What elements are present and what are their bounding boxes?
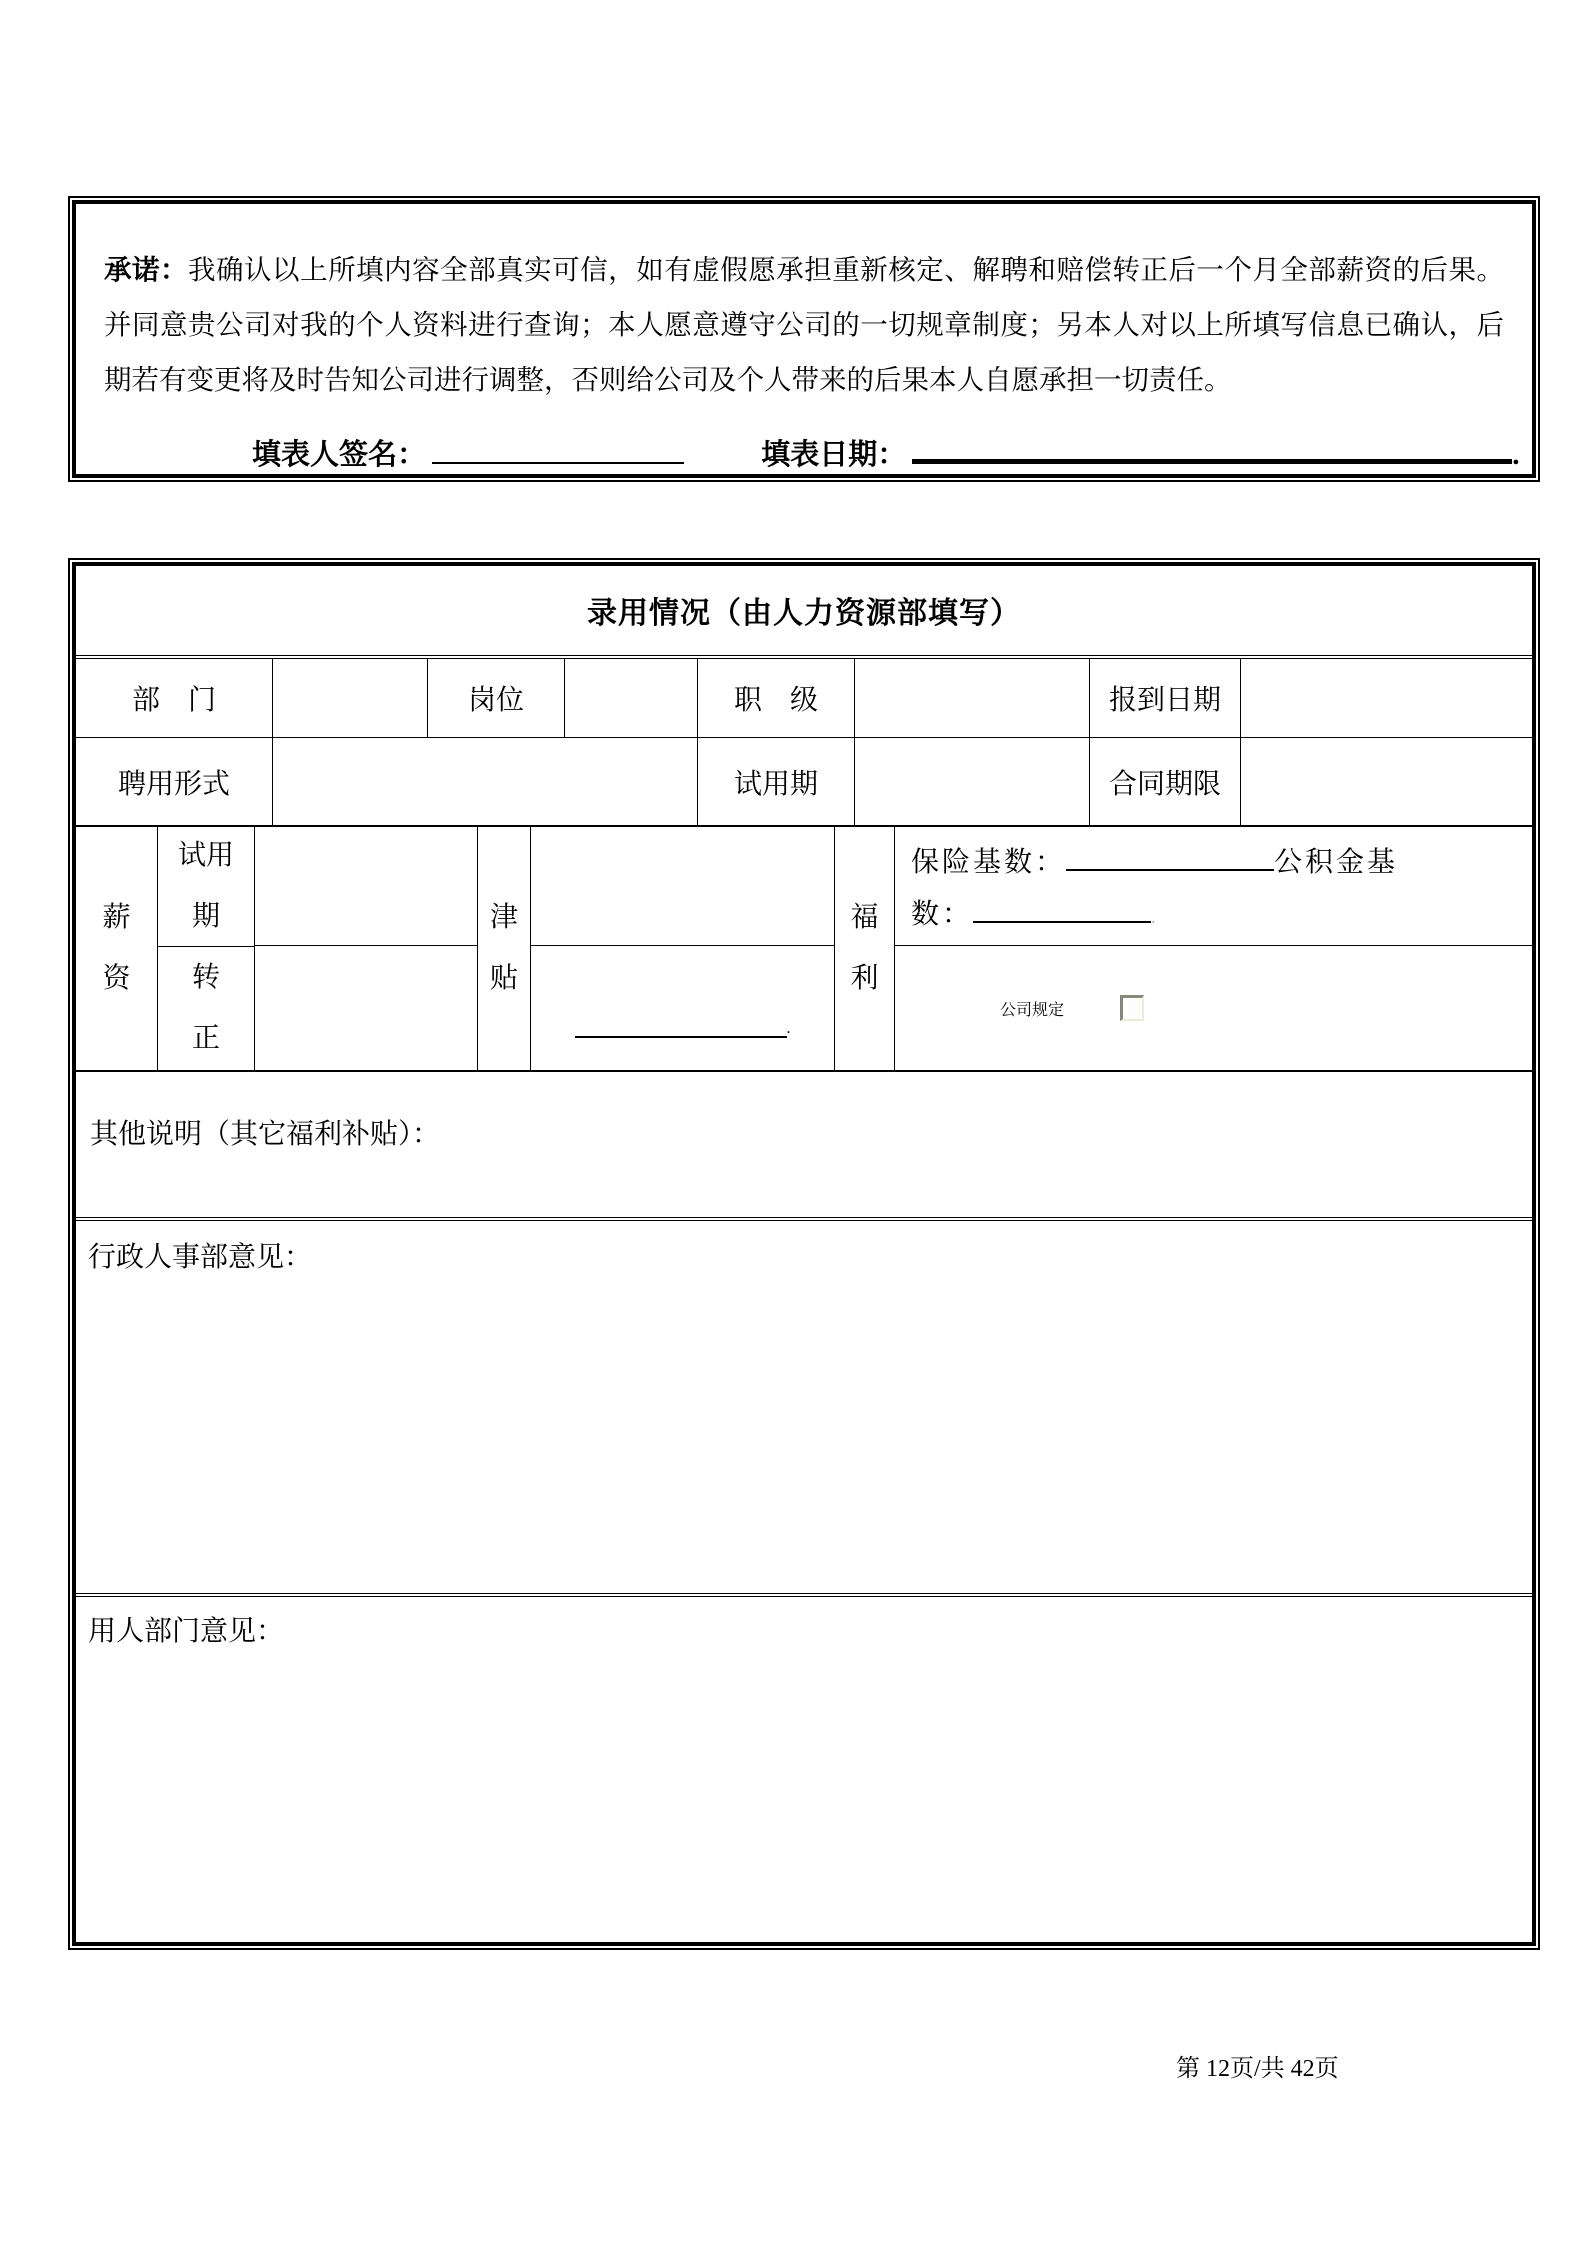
company-rule-label: 公司规定: [1000, 1001, 1065, 1019]
welfare-content: [895, 827, 1532, 1070]
probation-value: [855, 738, 1090, 825]
allowance-dot: .: [786, 1020, 791, 1038]
rank-value: [855, 659, 1090, 737]
fund-base-blank-line: [973, 893, 1151, 923]
fund-base-label-part2: 数：: [911, 899, 974, 931]
employment-type-label: 聘用形式: [76, 738, 273, 825]
salary-values: [255, 827, 478, 1070]
commitment-body: 我确认以上所填内容全部真实可信，如有虚假愿承担重新核定、解聘和赔偿转正后一个月全部薪资的后果。并同意贵公司对我的个人资料进行查询；本人愿意遵守公司的一切规章制度；另本人对以上所填写信息已确认，后期若有变更将及时告知公司进行调整，否则给公司及个人带来的后果本人自愿承担一切责任。: [104, 254, 1504, 395]
allowance-blank-line: [575, 1008, 787, 1038]
commitment-paragraph: [104, 242, 1504, 407]
probation-label: 试用期: [698, 738, 855, 825]
hire-table-title: 录用情况（由人力资源部填写）: [76, 566, 1532, 659]
contract-term-value: [1241, 738, 1532, 825]
commitment-title: 承诺：: [104, 254, 189, 285]
salary-welfare-band: [76, 827, 1532, 1072]
hire-table: [68, 558, 1540, 1950]
post-label: 岗位: [428, 659, 565, 737]
report-date-value: [1241, 659, 1532, 737]
allowance-label: 津贴: [478, 827, 531, 1070]
signature-row: [104, 429, 1520, 473]
department-value: [273, 659, 428, 737]
commitment-box: [68, 196, 1540, 482]
salary-probation-label: 试用期: [158, 827, 254, 947]
fund-base-label-part1: 公积金基: [1274, 847, 1399, 879]
signer-blank-line: [432, 432, 684, 464]
insurance-base-blank-line: [1066, 841, 1274, 871]
insurance-fund-base: [895, 827, 1532, 946]
post-value: [565, 659, 698, 737]
other-notes-cell: [76, 1072, 1532, 1221]
allowance-value-top: [531, 827, 834, 946]
dept-opinion-label: 用人部门意见：: [88, 1615, 285, 1647]
date-end-dot: .: [1512, 439, 1520, 471]
other-notes-label: 其他说明（其它福利补贴）：: [90, 1119, 441, 1151]
date-label: 填表日期：: [761, 439, 907, 471]
salary-label: 薪资: [76, 827, 158, 1070]
rank-label: 职 级: [698, 659, 855, 737]
insurance-base-label: 保险基数：: [911, 847, 1067, 879]
date-blank-line: [912, 429, 1512, 464]
signer-label: 填表人签名：: [252, 439, 427, 471]
salary-regular-value: [255, 946, 477, 1070]
hr-opinion-label: 行政人事部意见：: [88, 1241, 313, 1273]
table-row-basic-2: [76, 738, 1532, 827]
allowance-values: [531, 827, 835, 1070]
allowance-value-bottom: [531, 946, 834, 1070]
report-date-label: 报到日期: [1090, 659, 1241, 737]
company-rule-checkbox[interactable]: [1120, 995, 1144, 1021]
employment-type-value: [273, 738, 698, 825]
fund-base-dot: .: [1151, 907, 1159, 928]
salary-stage-labels: [158, 827, 255, 1070]
page-number: 第 12页/共 42页: [1176, 2056, 1339, 2082]
contract-term-label: 合同期限: [1090, 738, 1241, 825]
welfare-label: 福利: [835, 827, 895, 1070]
department-label: 部 门: [76, 659, 273, 737]
salary-regular-label: 转正: [191, 962, 220, 1054]
table-row-basic-1: [76, 659, 1532, 738]
salary-probation-value: [255, 827, 477, 946]
dept-opinion-cell: [76, 1597, 1532, 1942]
company-rule-row: [895, 946, 1532, 1070]
hr-opinion-cell: [76, 1221, 1532, 1597]
